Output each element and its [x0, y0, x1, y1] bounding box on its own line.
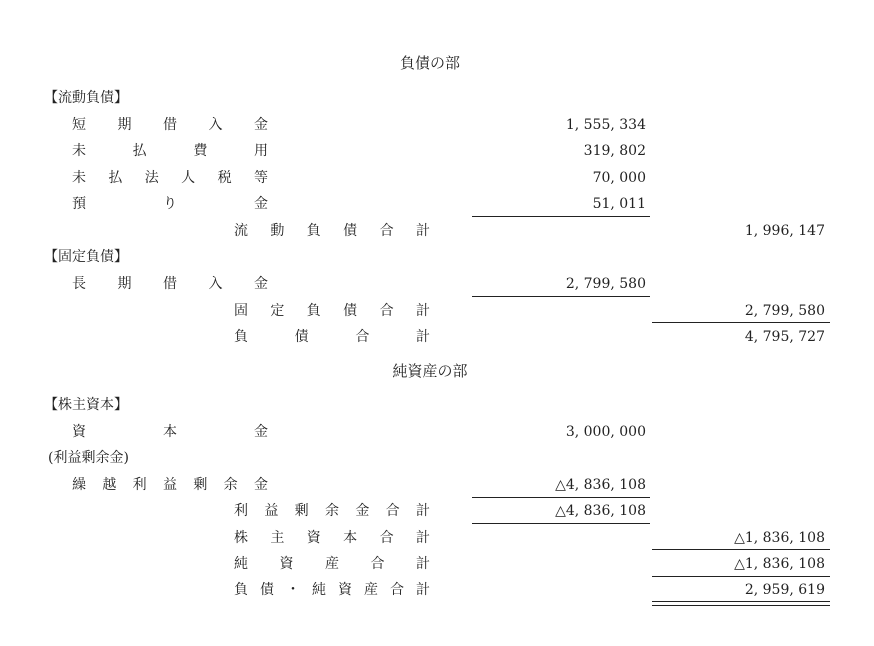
accrued-expenses-label: 未 払 費 用: [72, 143, 268, 159]
current-subtotal-rule: [472, 216, 650, 217]
deposits-received-amount: 51, 011: [592, 196, 646, 212]
capital-stock-amount: 3, 000, 000: [565, 424, 646, 440]
shareholders-equity-header: 【株主資本】: [44, 397, 128, 413]
accrued-expenses-amount: 319, 802: [583, 143, 646, 159]
liabilities-total-amount: 4, 795, 727: [744, 329, 825, 345]
retained-total-rule: [472, 523, 650, 524]
fixed-subtotal-rule: [472, 296, 650, 297]
capital-stock-label: 資 本 金: [72, 424, 268, 440]
current-liabilities-header: 【流動負債】: [44, 90, 128, 106]
retained-earnings-brought-forward-label: 繰 越 利 益 剰 余 金: [72, 477, 268, 493]
fixed-liabilities-header: 【固定負債】: [44, 249, 128, 265]
net-assets-total-label: 純 資 産 合 計: [234, 556, 430, 572]
retained-earnings-total-amount: △4, 836, 108: [555, 503, 646, 519]
long-term-borrowings-amount: 2, 799, 580: [565, 276, 646, 292]
liabilities-total-label: 負 債 合 計: [234, 329, 430, 345]
liabilities-and-net-assets-total-amount: 2, 959, 619: [744, 582, 825, 598]
short-term-borrowings-amount: 1, 555, 334: [565, 117, 646, 133]
deposits-received-label: 預 り 金: [72, 196, 268, 212]
short-term-borrowings-label: 短 期 借 入 金: [72, 117, 268, 133]
retained-earnings-header: (利益剰余金): [48, 450, 129, 466]
shareholders-equity-total-label: 株 主 資 本 合 計: [234, 530, 430, 546]
income-taxes-payable-label: 未 払 法 人 税 等: [72, 170, 268, 186]
liabilities-total-rule: [652, 322, 830, 323]
retained-subtotal-rule: [472, 497, 650, 498]
equity-total-rule: [652, 549, 830, 550]
current-liabilities-total-amount: 1, 996, 147: [744, 223, 825, 239]
grand-total-double-rule: [652, 601, 830, 606]
current-liabilities-total-label: 流 動 負 債 合 計: [234, 223, 430, 239]
net-assets-total-rule: [652, 576, 830, 577]
liabilities-and-net-assets-total-label: 負 債 ・ 純 資 産 合 計: [234, 582, 430, 598]
fixed-liabilities-total-label: 固 定 負 債 合 計: [234, 303, 430, 319]
income-taxes-payable-amount: 70, 000: [592, 170, 646, 186]
net-assets-total-amount: △1, 836, 108: [734, 556, 825, 572]
retained-earnings-total-label: 利 益 剰 余 金 合 計: [234, 503, 430, 519]
shareholders-equity-total-amount: △1, 836, 108: [734, 530, 825, 546]
fixed-liabilities-total-amount: 2, 799, 580: [744, 303, 825, 319]
retained-earnings-brought-forward-amount: △4, 836, 108: [555, 477, 646, 493]
net-assets-section-title: 純資産の部: [392, 362, 468, 380]
long-term-borrowings-label: 長 期 借 入 金: [72, 276, 268, 292]
liabilities-section-title: 負債の部: [399, 54, 460, 72]
